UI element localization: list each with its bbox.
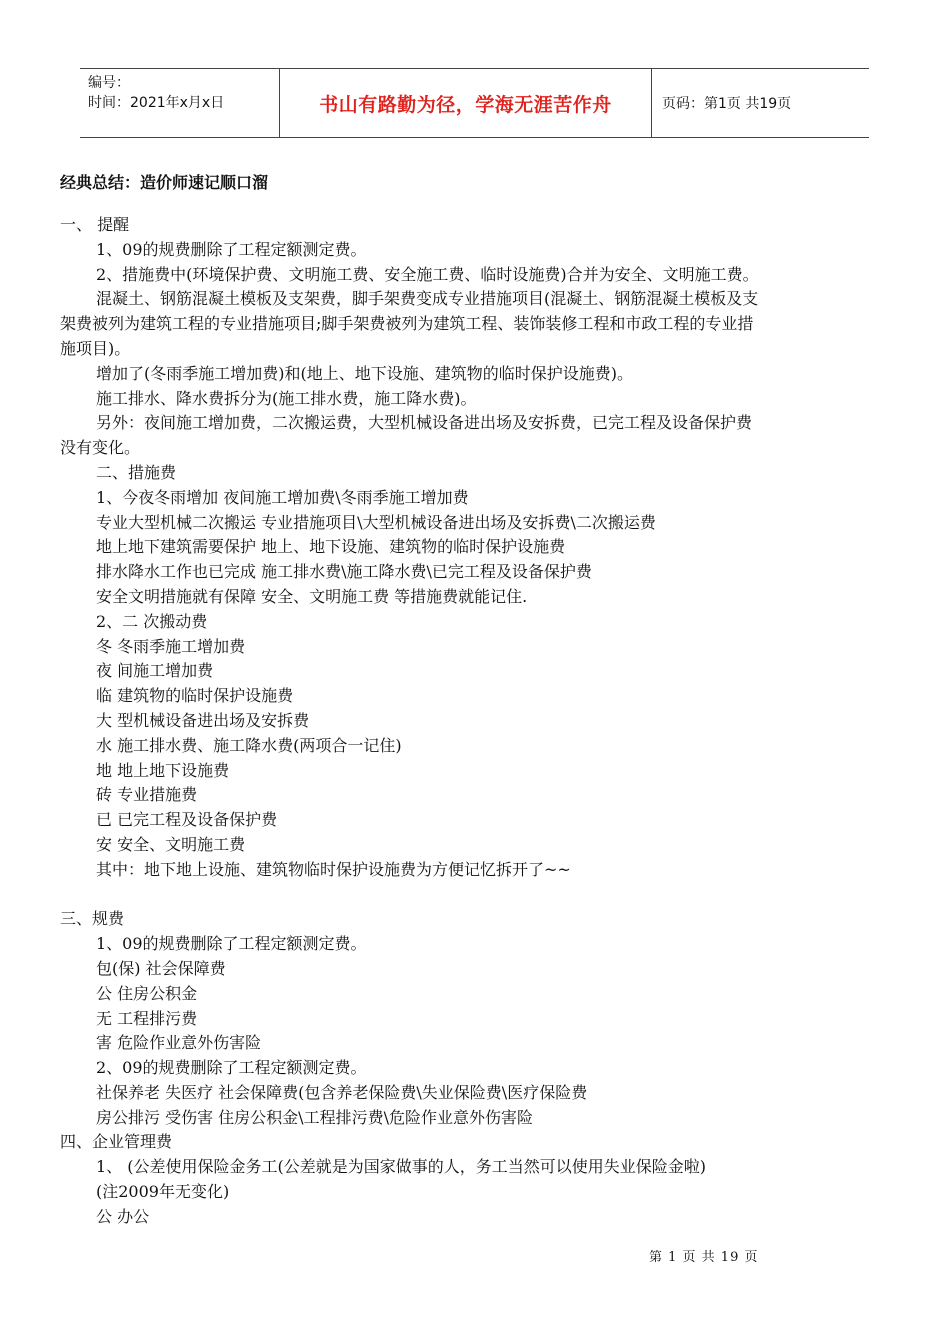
number-label: 编号： (88, 75, 130, 91)
text-line: 2、措施费中(环境保护费、文明施工费、安全施工费、临时设施费)合并为安全、文明施工费。 (96, 264, 759, 284)
text-line: 房公排污 受伤害 住房公积金\工程排污费\危险作业意外伤害险 (96, 1107, 533, 1127)
document-header (80, 68, 869, 138)
header-page-info (652, 69, 869, 137)
text-line: 施工排水、降水费拆分为(施工排水费，施工降水费)。 (96, 388, 477, 408)
text-line: 1、 (公差使用保险金务工(公差就是为国家做事的人，务工当然可以使用失业保险金啦) (96, 1157, 706, 1177)
header-meta (80, 69, 280, 137)
text-line: 一、 提醒 (60, 215, 130, 234)
text-line: 地上地下建筑需要保护 地上、地下设施、建筑物的临时保护设施费 (96, 537, 566, 557)
text-line (60, 883, 890, 908)
text-line: 水 施工排水费、施工降水费(两项合一记住) (96, 735, 402, 755)
text-line: 包(保) 社会保障费 (96, 958, 226, 978)
text-line: 无 工程排污费 (96, 1008, 198, 1028)
text-line: 已 已完工程及设备保护费 (96, 810, 278, 830)
text-line: 临 建筑物的临时保护设施费 (96, 686, 294, 706)
text-line: 没有变化。 (60, 438, 141, 458)
text-line: 1、09的规费删除了工程定额测定费。 (96, 934, 367, 954)
text-line: 施项目)。 (60, 338, 131, 358)
text-line: 2、09的规费删除了工程定额测定费。 (96, 1058, 367, 1078)
text-line: 混凝土、钢筋混凝土模板及支架费，脚手架费变成专业措施项目(混凝土、钢筋混凝土模板及支 (96, 289, 759, 309)
text-line: 1、今夜冬雨增加 夜间施工增加费\冬雨季施工增加费 (96, 487, 469, 507)
text-line: 公 办公 (96, 1206, 150, 1226)
text-line: 冬 冬雨季施工增加费 (96, 636, 246, 656)
text-line: 三、规费 (60, 909, 125, 929)
text-line: 夜 间施工增加费 (96, 661, 214, 681)
text-line: 专业大型机械二次搬运 专业措施项目\大型机械设备进出场及安拆费\二次搬运费 (96, 512, 656, 532)
text-line: 二、措施费 (96, 462, 177, 482)
text-line: 2、二 次搬动费 (96, 611, 208, 631)
motto-text: 书山有路勤为径，学海无涯苦作舟 (319, 93, 612, 116)
text-line: 其中：地下地上设施、建筑物临时保护设施费为方便记忆拆开了~~ (96, 859, 571, 879)
document-title: 经典总结：造价师速记顺口溜 (60, 173, 269, 192)
time-label: 时间：2021年x月x日 (88, 95, 225, 111)
text-line: 社保养老 失医疗 社会保障费(包含养老保险费\失业保险费\医疗保险费 (96, 1082, 588, 1102)
page-footer: 第 1 页 共 19 页 (649, 1250, 759, 1265)
text-line: 地 地上地下设施费 (96, 760, 230, 780)
header-motto-cell (280, 69, 652, 137)
document-body (60, 213, 890, 1230)
page-info-text: 页码：第1页 共19页 (662, 96, 792, 112)
text-line: 公 住房公积金 (96, 983, 198, 1003)
text-line: 架费被列为建筑工程的专业措施项目;脚手架费被列为建筑工程、装饰装修工程和市政工程的专业措 (60, 314, 754, 334)
text-line: (注2009年无变化) (96, 1182, 230, 1202)
text-line: 安全文明措施就有保障 安全、文明施工费 等措施费就能记住. (96, 586, 528, 606)
text-line: 1、09的规费删除了工程定额测定费。 (96, 239, 367, 259)
text-line: 四、企业管理费 (60, 1132, 173, 1152)
text-line: 增加了(冬雨季施工增加费)和(地上、地下设施、建筑物的临时保护设施费)。 (96, 363, 633, 383)
text-line: 大 型机械设备进出场及安拆费 (96, 710, 310, 730)
text-line: 另外：夜间施工增加费，二次搬运费，大型机械设备进出场及安拆费，已完工程及设备保护费 (96, 413, 753, 433)
text-line: 安 安全、文明施工费 (96, 834, 246, 854)
text-line: 排水降水工作也已完成 施工排水费\施工降水费\已完工程及设备保护费 (96, 562, 592, 582)
text-line: 砖 专业措施费 (96, 785, 198, 805)
text-line: 害 危险作业意外伤害险 (96, 1033, 262, 1053)
